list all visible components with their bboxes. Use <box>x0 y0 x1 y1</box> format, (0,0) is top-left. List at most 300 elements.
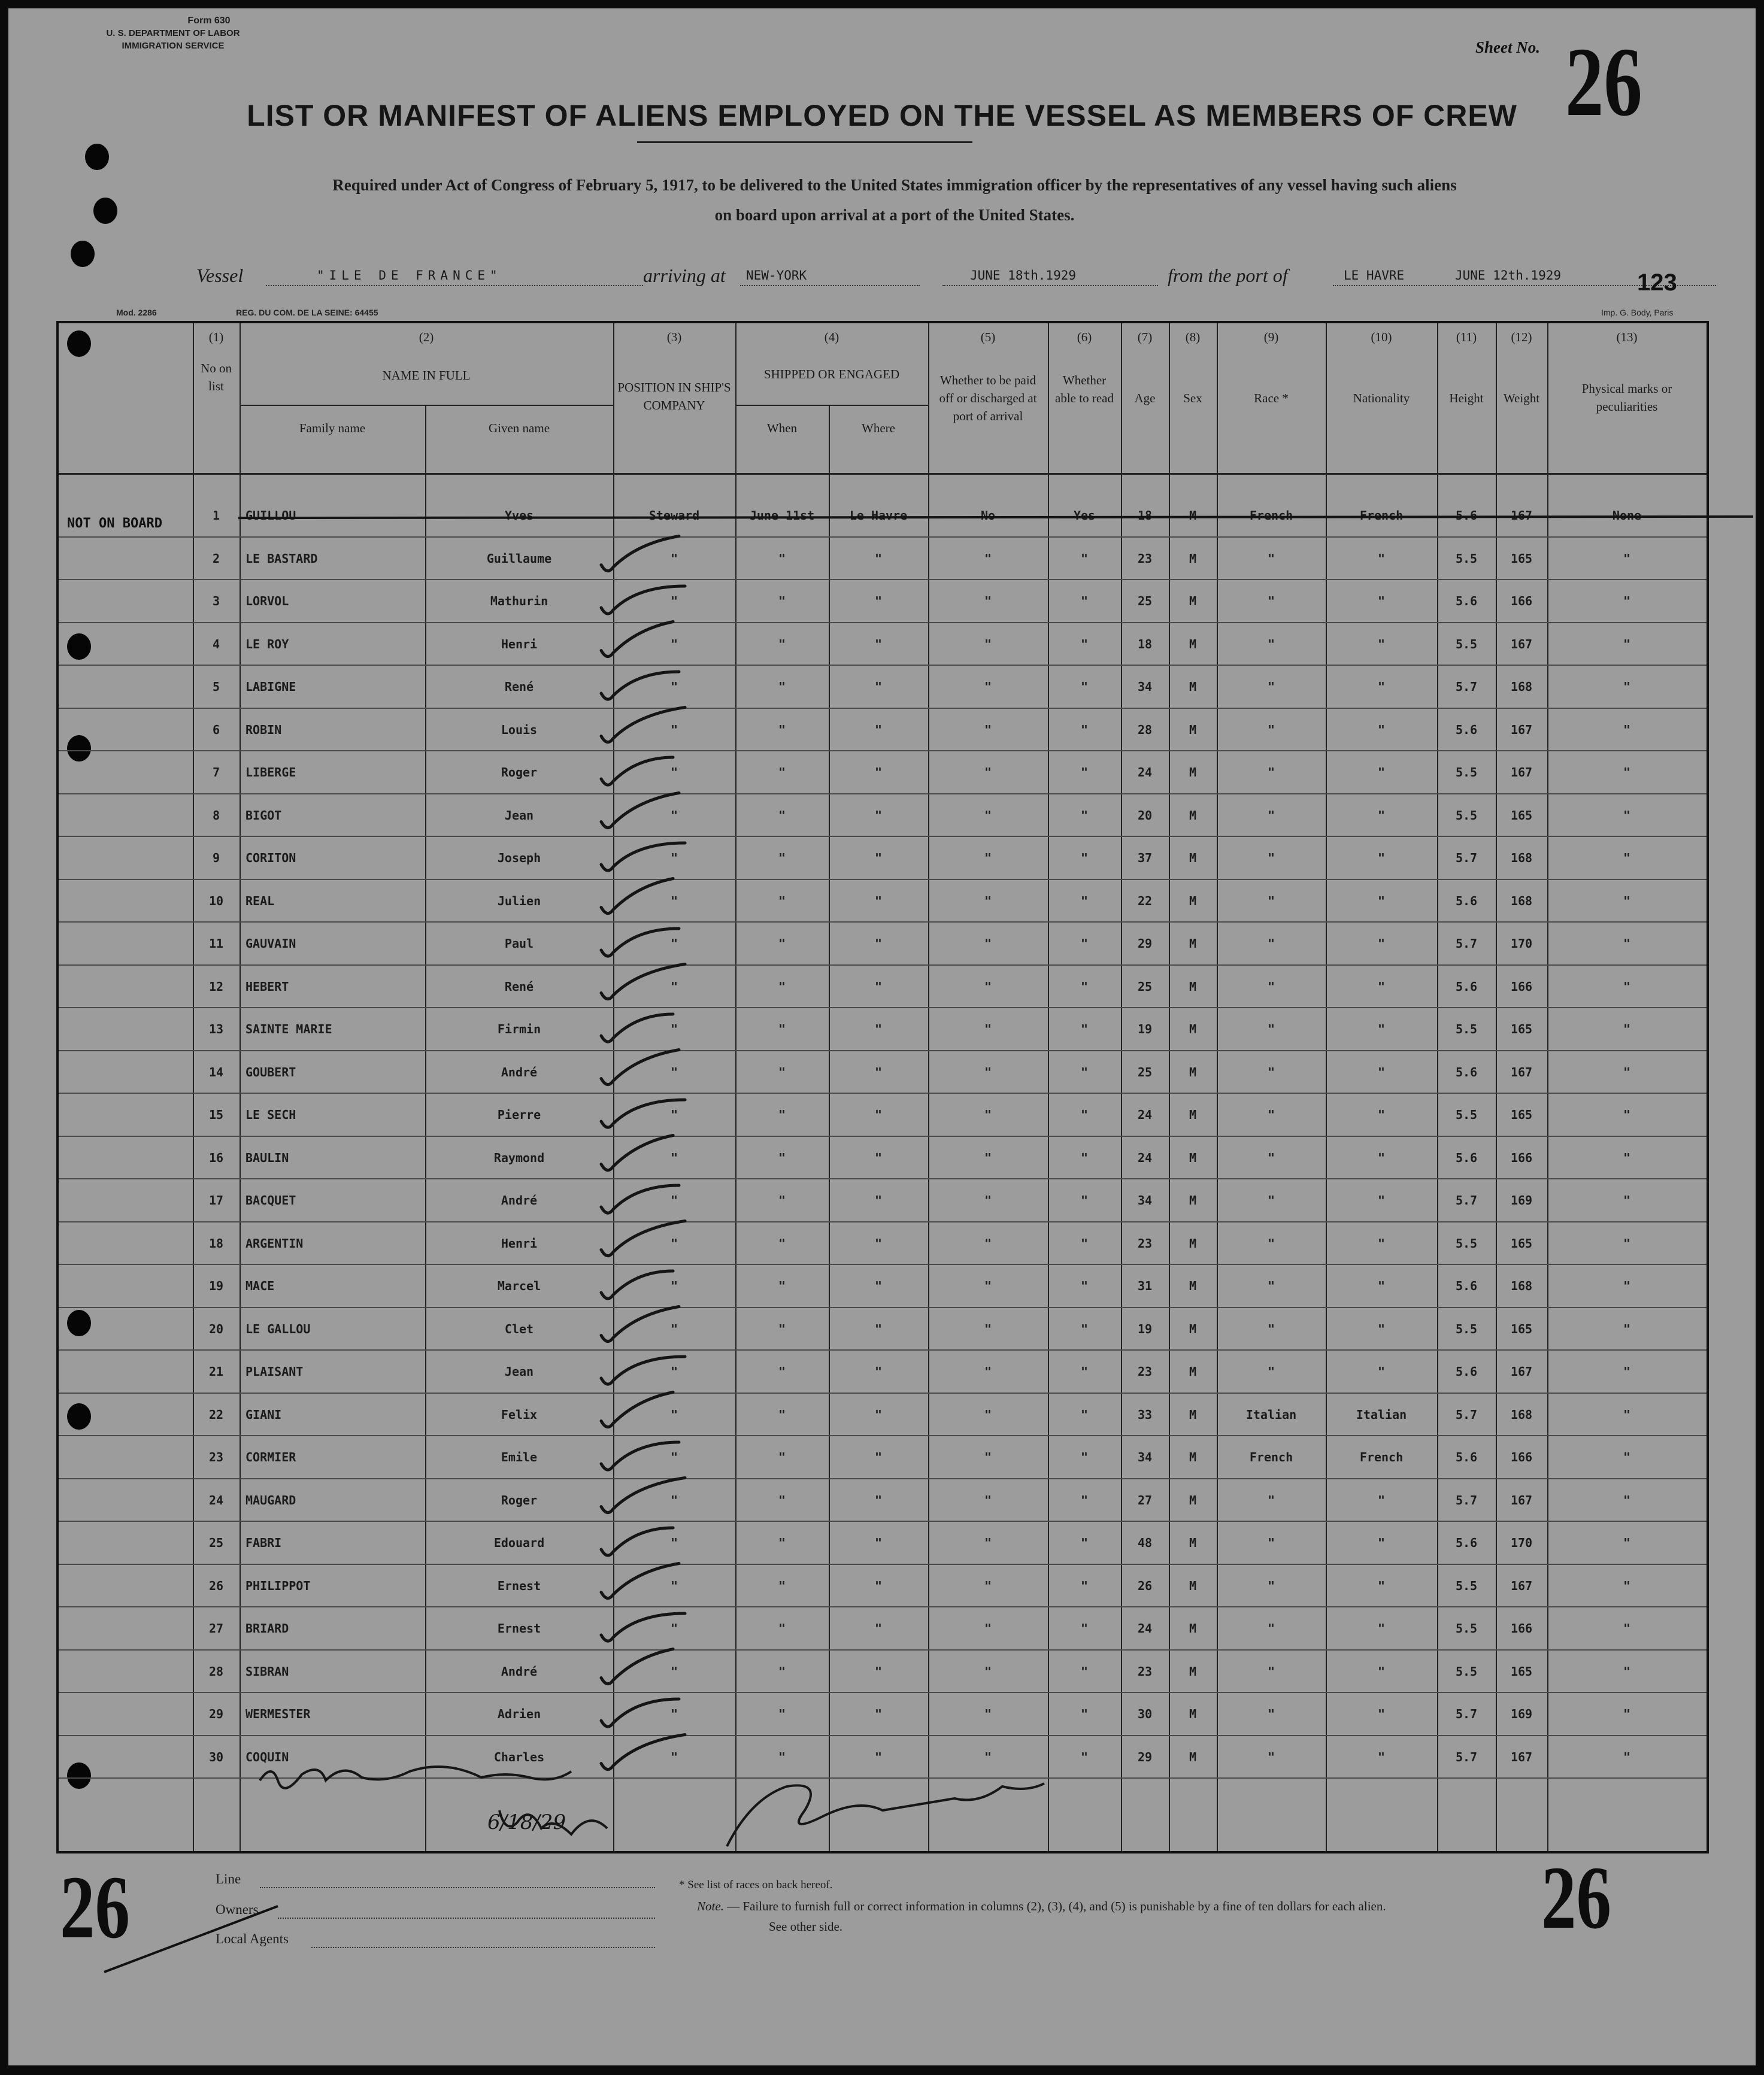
row-14-height: 5.6 <box>1455 1064 1478 1079</box>
row-30-where: " <box>874 1749 883 1764</box>
c11-num: (11) <box>1456 330 1477 344</box>
row-4-where: " <box>874 636 883 651</box>
row-1-height: 5.6 <box>1455 508 1478 523</box>
row-4-race: " <box>1267 636 1275 651</box>
row-28-where: " <box>874 1664 883 1679</box>
row-22-sex: M <box>1189 1407 1197 1422</box>
row-19-marks: " <box>1623 1279 1631 1293</box>
row-13-family: SAINTE MARIE <box>245 1022 332 1036</box>
row-23-nat: French <box>1359 1450 1404 1464</box>
row-8-position: " <box>670 808 678 823</box>
row-8-paid: " <box>984 808 992 823</box>
row-23-age: 34 <box>1137 1450 1153 1464</box>
row-20-age: 19 <box>1137 1321 1153 1336</box>
row-20-race: " <box>1267 1321 1275 1336</box>
check-mark <box>601 1014 673 1042</box>
row-19-when: " <box>778 1279 786 1293</box>
row-3-position: " <box>670 594 678 608</box>
c3-header: POSITION IN SHIP'S COMPANY <box>617 380 731 412</box>
row-28-height: 5.5 <box>1455 1664 1478 1679</box>
row-27-position: " <box>670 1621 678 1636</box>
row-16-read: " <box>1080 1150 1089 1165</box>
row-17-height: 5.7 <box>1455 1193 1478 1208</box>
row-17-no: 17 <box>208 1193 224 1208</box>
handwritten-signatures <box>248 1745 1146 1876</box>
row-22-marks: " <box>1623 1407 1631 1422</box>
check-mark <box>601 536 679 571</box>
row-13-paid: " <box>984 1022 992 1036</box>
row-7-paid: " <box>984 765 992 779</box>
row-4-read: " <box>1080 636 1089 651</box>
row-15-where: " <box>874 1108 883 1122</box>
row-23-when: " <box>778 1450 786 1464</box>
row-21-height: 5.6 <box>1455 1364 1478 1379</box>
row-1-family: GUILLOU <box>245 508 296 523</box>
row-29-when: " <box>778 1707 786 1721</box>
row-7-nat: " <box>1377 765 1386 779</box>
row-15-family: LE SECH <box>245 1108 296 1122</box>
c4-header: SHIPPED OR ENGAGED <box>763 367 900 381</box>
row-30-read: " <box>1080 1749 1089 1764</box>
row-15-weight: 165 <box>1510 1108 1533 1122</box>
row-24-read: " <box>1080 1492 1089 1507</box>
row-26-read: " <box>1080 1578 1089 1593</box>
row-1-where: Le Havre <box>849 508 908 523</box>
row-10-given: Julien <box>497 893 541 908</box>
row-27-height: 5.5 <box>1455 1621 1478 1636</box>
row-25-marks: " <box>1623 1536 1631 1550</box>
row-15-position: " <box>670 1108 678 1122</box>
row-30-nat: " <box>1377 1749 1386 1764</box>
row-13-marks: " <box>1623 1022 1631 1036</box>
row-15-marks: " <box>1623 1108 1631 1122</box>
row-30-no: 30 <box>208 1749 224 1764</box>
row-8-marks: " <box>1623 808 1631 823</box>
row-20-where: " <box>874 1321 883 1336</box>
row-13-nat: " <box>1377 1022 1386 1036</box>
row-19-family: MACE <box>245 1279 275 1293</box>
row-20-read: " <box>1080 1321 1089 1336</box>
service-label: IMMIGRATION SERVICE <box>122 41 225 51</box>
row-27-family: BRIARD <box>245 1621 289 1636</box>
row-28-family: SIBRAN <box>245 1664 289 1679</box>
check-mark <box>601 793 679 828</box>
row-2-weight: 165 <box>1510 551 1533 566</box>
row-2-where: " <box>874 551 883 566</box>
c3-num: (3) <box>666 330 682 344</box>
row-18-no: 18 <box>208 1236 224 1251</box>
row-6-paid: " <box>984 722 992 737</box>
row-21-nat: " <box>1377 1364 1386 1379</box>
row-24-position: " <box>670 1492 678 1507</box>
check-mark <box>601 1528 673 1555</box>
row-6-family: ROBIN <box>245 722 282 737</box>
row-19-paid: " <box>984 1279 992 1293</box>
row-29-paid: " <box>984 1707 992 1721</box>
row-26-height: 5.5 <box>1455 1578 1478 1593</box>
row-24-no: 24 <box>208 1492 224 1507</box>
row-26-when: " <box>778 1578 786 1593</box>
manifest-sheet <box>8 8 1756 2065</box>
row-22-read: " <box>1080 1407 1089 1422</box>
row-18-when: " <box>778 1236 786 1251</box>
row-19-sex: M <box>1189 1279 1197 1293</box>
c6-header: Whether able to read <box>1055 373 1114 405</box>
row-12-marks: " <box>1623 979 1631 994</box>
row-30-race: " <box>1267 1749 1275 1764</box>
row-3-age: 25 <box>1137 594 1153 608</box>
row-5-family: LABIGNE <box>245 679 296 694</box>
row-17-marks: " <box>1623 1193 1631 1208</box>
row-25-nat: " <box>1377 1536 1386 1550</box>
row-8-given: Jean <box>504 808 534 823</box>
check-mark <box>601 622 673 657</box>
row-4-family: LE ROY <box>245 636 289 651</box>
row-14-read: " <box>1080 1064 1089 1079</box>
row-14-race: " <box>1267 1064 1275 1079</box>
c9-header: Race * <box>1254 391 1289 405</box>
row-26-age: 26 <box>1137 1578 1153 1593</box>
row-2-no: 2 <box>212 551 220 566</box>
row-16-position: " <box>670 1150 678 1165</box>
subtitle-line-2: on board upon arrival at a port of the United States. <box>714 206 1075 224</box>
row-7-weight: 167 <box>1510 765 1533 779</box>
check-mark <box>601 1699 679 1727</box>
row-26-race: " <box>1267 1578 1275 1593</box>
row-14-where: " <box>874 1064 883 1079</box>
row-21-position: " <box>670 1364 678 1379</box>
row-18-sex: M <box>1189 1236 1197 1251</box>
row-13-when: " <box>778 1022 786 1036</box>
row-16-weight: 166 <box>1510 1150 1533 1165</box>
row-10-sex: M <box>1189 893 1197 908</box>
row-13-weight: 165 <box>1510 1022 1533 1036</box>
c7-header: Age <box>1134 391 1156 405</box>
row-21-family: PLAISANT <box>245 1364 304 1379</box>
row-17-when: " <box>778 1193 786 1208</box>
row-18-weight: 165 <box>1510 1236 1533 1251</box>
row-14-sex: M <box>1189 1064 1197 1079</box>
row-26-sex: M <box>1189 1578 1197 1593</box>
row-19-age: 31 <box>1137 1279 1153 1293</box>
row-10-read: " <box>1080 893 1089 908</box>
row-7-height: 5.5 <box>1455 765 1478 779</box>
row-27-when: " <box>778 1621 786 1636</box>
row-17-nat: " <box>1377 1193 1386 1208</box>
check-mark <box>601 1649 673 1684</box>
inspector-signature-1 <box>266 1765 271 1766</box>
check-mark <box>601 1393 673 1427</box>
row-8-where: " <box>874 808 883 823</box>
row-6-marks: " <box>1623 722 1631 737</box>
row-9-where: " <box>874 851 883 865</box>
row-11-sex: M <box>1189 936 1197 951</box>
row-4-when: " <box>778 636 786 651</box>
check-mark <box>601 1050 679 1085</box>
row-7-sex: M <box>1189 765 1197 779</box>
row-5-marks: " <box>1623 679 1631 694</box>
row-29-nat: " <box>1377 1707 1386 1721</box>
row-2-nat: " <box>1377 551 1386 566</box>
crew-table <box>56 321 1709 1853</box>
row-15-given: Pierre <box>497 1108 541 1122</box>
c2-header: NAME IN FULL <box>382 368 471 383</box>
row-1-when: June 11st <box>749 508 815 523</box>
row-20-height: 5.5 <box>1455 1321 1478 1336</box>
row-13-given: Firmin <box>497 1022 541 1036</box>
row-9-race: " <box>1267 851 1275 865</box>
row-3-height: 5.6 <box>1455 594 1478 608</box>
row-6-height: 5.6 <box>1455 722 1478 737</box>
row-11-family: GAUVAIN <box>245 936 296 951</box>
row-10-nat: " <box>1377 893 1386 908</box>
row-29-weight: 169 <box>1510 1707 1533 1721</box>
row-28-read: " <box>1080 1664 1089 1679</box>
subtitle-line-1: Required under Act of Congress of February 5, 1917, to be delivered to the United States immigration officer by the representatives of any vessel having such aliens <box>332 176 1457 194</box>
row-7-race: " <box>1267 765 1275 779</box>
row-12-height: 5.6 <box>1455 979 1478 994</box>
row-8-weight: 165 <box>1510 808 1533 823</box>
row-8-family: BIGOT <box>245 808 282 823</box>
row-7-no: 7 <box>212 765 220 779</box>
c2a-header: Family name <box>299 421 366 435</box>
row-9-no: 9 <box>212 851 220 865</box>
row-30-weight: 167 <box>1510 1749 1533 1764</box>
row-27-paid: " <box>984 1621 992 1636</box>
row-2-race: " <box>1267 551 1275 566</box>
row-23-where: " <box>874 1450 883 1464</box>
row-15-nat: " <box>1377 1108 1386 1122</box>
row-22-where: " <box>874 1407 883 1422</box>
signature-date: 6/18/29 <box>487 1810 566 1834</box>
row-17-where: " <box>874 1193 883 1208</box>
row-15-sex: M <box>1189 1108 1197 1122</box>
row-28-sex: M <box>1189 1664 1197 1679</box>
row-19-read: " <box>1080 1279 1089 1293</box>
row-22-height: 5.7 <box>1455 1407 1478 1422</box>
row-25-paid: " <box>984 1536 992 1550</box>
row-7-given: Roger <box>501 765 538 779</box>
local-agents-label: Local Agents <box>216 1931 289 1946</box>
row-25-no: 25 <box>208 1536 224 1550</box>
row-19-race: " <box>1267 1279 1275 1293</box>
row-27-given: Ernest <box>497 1621 541 1636</box>
row-12-read: " <box>1080 979 1089 994</box>
row-9-when: " <box>778 851 786 865</box>
row-25-when: " <box>778 1536 786 1550</box>
row-3-sex: M <box>1189 594 1197 608</box>
from-port: LE HAVRE <box>1344 268 1405 283</box>
row-27-marks: " <box>1623 1621 1631 1636</box>
row-16-height: 5.6 <box>1455 1150 1478 1165</box>
row-2-read: " <box>1080 551 1089 566</box>
row-6-race: " <box>1267 722 1275 737</box>
row-1-read: Yes <box>1073 508 1096 523</box>
row-29-sex: M <box>1189 1707 1197 1721</box>
check-mark <box>601 757 673 785</box>
c7-num: (7) <box>1137 330 1153 344</box>
row-9-nat: " <box>1377 851 1386 865</box>
row-22-position: " <box>670 1407 678 1422</box>
row-10-paid: " <box>984 893 992 908</box>
row-22-given: Felix <box>501 1407 538 1422</box>
row-26-nat: " <box>1377 1578 1386 1593</box>
row-2-paid: " <box>984 551 992 566</box>
row-21-paid: " <box>984 1364 992 1379</box>
row-6-age: 28 <box>1137 722 1153 737</box>
row-14-paid: " <box>984 1064 992 1079</box>
row-24-height: 5.7 <box>1455 1492 1478 1507</box>
sheet-number-top: 26 <box>1565 27 1642 136</box>
row-23-race: French <box>1249 1450 1293 1464</box>
row-11-height: 5.7 <box>1455 936 1478 951</box>
c5-num: (5) <box>980 330 996 344</box>
row-13-no: 13 <box>208 1022 224 1036</box>
row-26-marks: " <box>1623 1578 1631 1593</box>
row-13-position: " <box>670 1022 678 1036</box>
row-25-height: 5.6 <box>1455 1536 1478 1550</box>
owners-label: Owners <box>216 1902 259 1917</box>
row-8-age: 20 <box>1137 808 1153 823</box>
row-9-age: 37 <box>1137 851 1153 865</box>
row-22-race: Italian <box>1245 1407 1297 1422</box>
row-4-weight: 167 <box>1510 636 1533 651</box>
row-2-sex: M <box>1189 551 1197 566</box>
row-10-no: 10 <box>208 893 224 908</box>
row-26-paid: " <box>984 1578 992 1593</box>
row-16-nat: " <box>1377 1150 1386 1165</box>
row-9-marks: " <box>1623 851 1631 865</box>
vessel-name: "ILE DE FRANCE" <box>317 268 502 283</box>
row-17-given: André <box>501 1193 538 1208</box>
row-9-sex: M <box>1189 851 1197 865</box>
form-number: Form 630 <box>187 16 231 26</box>
row-23-paid: " <box>984 1450 992 1464</box>
row-4-height: 5.5 <box>1455 636 1478 651</box>
row-11-age: 29 <box>1137 936 1153 951</box>
row-26-where: " <box>874 1578 883 1593</box>
row-10-family: REAL <box>245 893 275 908</box>
row-7-when: " <box>778 765 786 779</box>
row-8-when: " <box>778 808 786 823</box>
title-underline <box>637 141 972 143</box>
row-19-where: " <box>874 1279 883 1293</box>
row-4-nat: " <box>1377 636 1386 651</box>
row-17-paid: " <box>984 1193 992 1208</box>
row-14-nat: " <box>1377 1064 1386 1079</box>
row-14-when: " <box>778 1064 786 1079</box>
row-11-read: " <box>1080 936 1089 951</box>
arrival-date-underline <box>942 285 1158 286</box>
row-3-paid: " <box>984 594 992 608</box>
row-1-race: French <box>1249 508 1293 523</box>
row-20-when: " <box>778 1321 786 1336</box>
c13-header: Physical marks or peculiarities <box>1581 381 1672 414</box>
row-2-given: Guillaume <box>486 551 552 566</box>
row-23-position: " <box>670 1450 678 1464</box>
footer-note <box>697 1899 1386 1914</box>
row-20-given: Clet <box>504 1321 534 1336</box>
row-1-age: 18 <box>1137 508 1153 523</box>
note-text: — Failure to furnish full or correct information in columns (2), (3), (4), and (5) is punishable by a fine of ten dollars for each alien. <box>727 1899 1386 1913</box>
row-4-given: Henri <box>501 636 538 651</box>
row-6-where: " <box>874 722 883 737</box>
row-10-race: " <box>1267 893 1275 908</box>
check-mark <box>601 879 673 914</box>
row-9-family: CORITON <box>245 851 296 865</box>
row-16-when: " <box>778 1150 786 1165</box>
row-27-race: " <box>1267 1621 1275 1636</box>
c4b-header: Where <box>862 421 895 435</box>
punch-hole <box>93 198 117 224</box>
row-1-nat: French <box>1359 508 1404 523</box>
row-6-when: " <box>778 722 786 737</box>
row-8-sex: M <box>1189 808 1197 823</box>
row-6-weight: 167 <box>1510 722 1533 737</box>
row-5-sex: M <box>1189 679 1197 694</box>
row-20-position: " <box>670 1321 678 1336</box>
c2-num: (2) <box>419 330 434 344</box>
row-14-given: André <box>501 1064 538 1079</box>
row-18-given: Henri <box>501 1236 538 1251</box>
row-5-height: 5.7 <box>1455 679 1478 694</box>
row-28-given: André <box>501 1664 538 1679</box>
row-7-where: " <box>874 765 883 779</box>
row-28-weight: 165 <box>1510 1664 1533 1679</box>
row-7-family: LIBERGE <box>245 765 296 779</box>
row-2-age: 23 <box>1137 551 1153 566</box>
row-10-when: " <box>778 893 786 908</box>
row-17-sex: M <box>1189 1193 1197 1208</box>
row-1-marks: None <box>1612 508 1642 523</box>
row-21-given: Jean <box>504 1364 534 1379</box>
row-30-position: " <box>670 1749 678 1764</box>
printer: Imp. G. Body, Paris <box>1601 308 1674 317</box>
row-3-where: " <box>874 594 883 608</box>
row-9-position: " <box>670 851 678 865</box>
row-9-height: 5.7 <box>1455 851 1478 865</box>
row-16-race: " <box>1267 1150 1275 1165</box>
row-2-when: " <box>778 551 786 566</box>
c13-num: (13) <box>1616 330 1638 344</box>
row-26-given: Ernest <box>497 1578 541 1593</box>
row-11-weight: 170 <box>1510 936 1533 951</box>
row-3-nat: " <box>1377 594 1386 608</box>
check-mark <box>601 929 679 956</box>
row-14-age: 25 <box>1137 1064 1153 1079</box>
row-11-no: 11 <box>208 936 224 951</box>
check-mark <box>601 964 685 999</box>
c10-num: (10) <box>1371 330 1392 344</box>
row-8-no: 8 <box>212 808 220 823</box>
check-mark <box>601 672 679 699</box>
c9-num: (9) <box>1263 330 1279 344</box>
sheet-number-bottom-left: 26 <box>60 1858 130 1957</box>
row-6-sex: M <box>1189 722 1197 737</box>
row-12-sex: M <box>1189 979 1197 994</box>
row-28-paid: " <box>984 1664 992 1679</box>
row-11-paid: " <box>984 936 992 951</box>
inspector-signature-2 <box>751 1771 756 1772</box>
row-15-paid: " <box>984 1108 992 1122</box>
row-27-read: " <box>1080 1621 1089 1636</box>
row-23-no: 23 <box>208 1450 224 1464</box>
row-13-read: " <box>1080 1022 1089 1036</box>
row-12-race: " <box>1267 979 1275 994</box>
row-1-sex: M <box>1189 508 1197 523</box>
row-26-position: " <box>670 1578 678 1593</box>
row-30-given: Charles <box>493 1749 545 1764</box>
